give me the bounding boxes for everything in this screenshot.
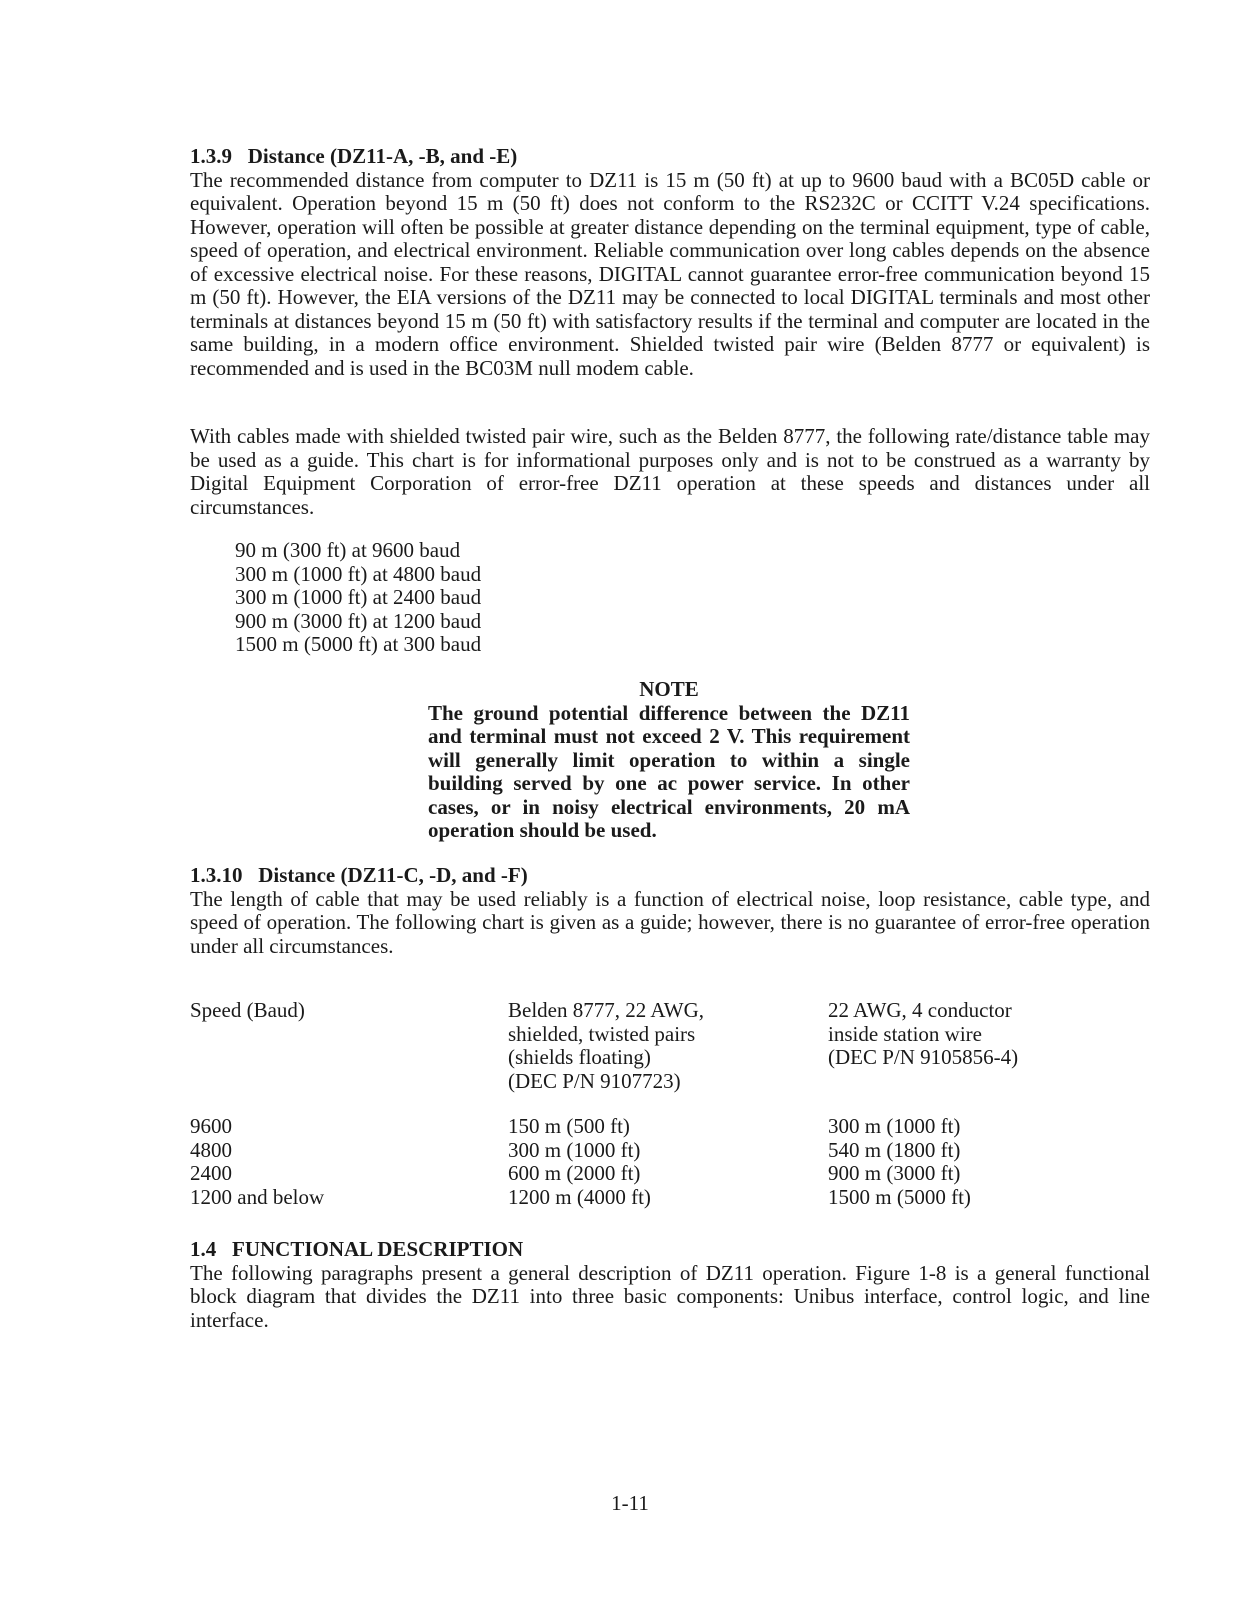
table-cell: 1200 m (4000 ft) (508, 1184, 651, 1209)
section-number: 1.3.9 (190, 144, 232, 168)
page-number: 1-11 (611, 1491, 649, 1515)
paragraph: The length of cable that may be used reliably is a function of electrical noise, loop resistance, cable type, and speed of operation. The following chart is given as a guide; however, there is no guarantee of error-free operation under all circumstances. (190, 886, 1150, 958)
table-cell: 300 m (1000 ft) (828, 1114, 961, 1138)
table-cell: 900 m (3000 ft) (828, 1161, 961, 1185)
header-line: (DEC P/N 9107723) (508, 1068, 681, 1093)
section-heading (190, 1238, 1150, 1262)
header-line: inside station wire (828, 1021, 982, 1046)
table-cell: 4800 (190, 1137, 232, 1162)
table-cell: 600 m (2000 ft) (508, 1161, 641, 1185)
section-number: 1.3.10 (190, 863, 243, 887)
note-body: The ground potential difference between the DZ11 and terminal must not exceed 2 V. This requirement will generally limit operation to within a single building served by one ac power service. In other cases, or in noisy electrical environments, 20 mA operation should be used. (428, 700, 910, 842)
table-cell: 2400 (190, 1161, 232, 1185)
paragraph: With cables made with shielded twisted pair wire, such as the Belden 8777, the following rate/distance table may be used as a guide. This chart is for informational purposes only and is not to be construed as a warranty by Digital Equipment Corporation of error-free DZ11 operation at these speeds and distances under all circumstances. (190, 424, 1150, 519)
section-heading (190, 145, 1150, 169)
note-box (428, 678, 910, 843)
table-header-speed (190, 999, 305, 1023)
header-line: Speed (Baud) (190, 998, 305, 1022)
table-cell: 9600 (190, 1114, 232, 1138)
rate-item: 90 m (300 ft) at 9600 baud (235, 538, 461, 562)
header-line: (DEC P/N 9105856-4) (828, 1045, 1019, 1069)
rate-item: 900 m (3000 ft) at 1200 baud (235, 608, 482, 633)
table-column-awg (828, 1115, 971, 1209)
rate-distance-list (235, 539, 481, 657)
paragraph: The following paragraphs present a general description of DZ11 operation. Figure 1-8 is a general functional block diagram that divides the DZ11 into three basic components: Unibus interface, control logic, and line interface. (190, 1260, 1150, 1332)
section-title: Distance (DZ11-C, -D, and -F) (258, 863, 528, 887)
table-header-awg (828, 999, 1018, 1070)
rate-item: 300 m (1000 ft) at 4800 baud (235, 561, 482, 586)
header-line: (shields floating) (508, 1045, 651, 1069)
section-number: 1.4 (190, 1237, 217, 1261)
rate-item: 1500 m (5000 ft) at 300 baud (235, 632, 482, 656)
table-column-speed (190, 1115, 324, 1209)
header-line: shielded, twisted pairs (508, 1021, 696, 1046)
section-heading (190, 864, 1150, 888)
table-cell: 300 m (1000 ft) (508, 1137, 641, 1162)
note-title: NOTE (639, 677, 699, 701)
table-header-belden (508, 999, 704, 1093)
table-cell: 150 m (500 ft) (508, 1114, 630, 1138)
header-line: 22 AWG, 4 conductor (828, 998, 1012, 1022)
section-1-3-10 (190, 864, 1150, 958)
section-1-4 (190, 1238, 1150, 1332)
table-cell: 540 m (1800 ft) (828, 1137, 961, 1162)
table-cell: 1500 m (5000 ft) (828, 1184, 971, 1209)
rate-item: 300 m (1000 ft) at 2400 baud (235, 585, 482, 609)
section-title: Distance (DZ11-A, -B, and -E) (247, 144, 518, 168)
table-cell: 1200 and below (190, 1184, 325, 1209)
section-title: FUNCTIONAL DESCRIPTION (232, 1237, 524, 1261)
table-column-belden (508, 1115, 651, 1209)
header-line: Belden 8777, 22 AWG, (508, 998, 705, 1022)
section-1-3-9 (190, 145, 1150, 380)
section-1-3-9-para2 (190, 425, 1150, 519)
paragraph: The recommended distance from computer to DZ11 is 15 m (50 ft) at up to 9600 baud with a BC05D cable or equivalent. Operation beyond 15 m (50 ft) does not conform to the RS232C or CCITT V.24 specifications. However, operation will often be possible at greater distance depending on the terminal equipment, type of cable, speed of operation, and electrical environment. Reliable communication over long cables depends on the absence of excessive electrical noise. For these reasons, DIGITAL cannot guarantee error-free communication beyond 15 m (50 ft). However, the EIA versions of the DZ11 may be connected to local DIGITAL terminals and most other terminals at distances beyond 15 m (50 ft) with satisfactory results if the terminal and computer are located in the same building, in a modern office environment. Shielded twisted pair wire (Belden 8777 or equivalent) is recommended and is used in the BC03M null modem cable. (190, 167, 1150, 380)
